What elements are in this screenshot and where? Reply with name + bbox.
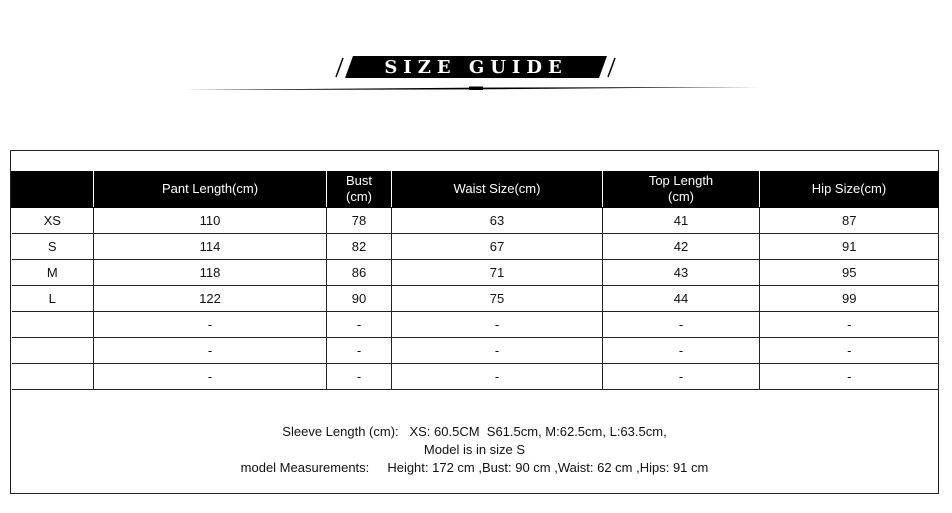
column-header (94, 171, 327, 208)
table-cell: 42 (603, 234, 760, 260)
table-cell: - (392, 338, 603, 364)
table-cell: 90 (327, 286, 392, 312)
table-row (12, 338, 939, 364)
table-cell: 91 (760, 234, 939, 260)
table-cell: - (603, 364, 760, 390)
column-header-unit: (cm) (346, 189, 372, 204)
size-label-cell: M (12, 260, 94, 286)
size-chart (10, 150, 939, 494)
banner-right-slash (608, 58, 615, 77)
banner-graphic (0, 0, 952, 100)
table-cell: 87 (760, 208, 939, 234)
table-row (12, 208, 939, 234)
size-label-cell: XS (12, 208, 94, 234)
table-cell: 122 (94, 286, 327, 312)
table-row (12, 364, 939, 390)
table-cell: - (603, 312, 760, 338)
table-row (12, 260, 939, 286)
table-cell: - (392, 312, 603, 338)
table-cell: - (327, 312, 392, 338)
table-cell: 82 (327, 234, 392, 260)
column-header-label: Bust (345, 173, 372, 188)
size-table (11, 170, 939, 390)
size-guide-banner (0, 0, 952, 100)
size-notes (11, 423, 938, 477)
table-row (12, 234, 939, 260)
column-header-label: Waist Size(cm) (453, 181, 541, 196)
table-cell: 114 (94, 234, 327, 260)
table-cell: 43 (603, 260, 760, 286)
column-header-unit: (cm) (668, 189, 694, 204)
table-cell: - (760, 312, 939, 338)
table-cell: - (760, 338, 939, 364)
model-size-note: Model is in size S (423, 442, 526, 457)
model-measurements-note: model Measurements: Height: 172 cm ,Bust: 90 cm ,Waist: 62 cm ,Hips: 91 cm (240, 460, 709, 475)
table-header-row (12, 171, 939, 208)
table-cell: 41 (603, 208, 760, 234)
size-label-cell (12, 364, 94, 390)
size-label-cell: L (12, 286, 94, 312)
table-cell: 67 (392, 234, 603, 260)
table-cell: 75 (392, 286, 603, 312)
table-cell: 71 (392, 260, 603, 286)
table-cell: - (94, 364, 327, 390)
table-cell: 110 (94, 208, 327, 234)
table-cell: - (327, 338, 392, 364)
table-cell: - (392, 364, 603, 390)
table-cell: - (94, 338, 327, 364)
column-header-label: Top Length (648, 173, 714, 188)
table-row (12, 312, 939, 338)
column-header-label: Pant Length(cm) (161, 181, 259, 196)
column-header (603, 171, 760, 208)
table-cell: - (603, 338, 760, 364)
size-label-cell: S (12, 234, 94, 260)
table-cell: 44 (603, 286, 760, 312)
table-cell: - (327, 364, 392, 390)
table-row (12, 286, 939, 312)
page-title: SIZE GUIDE (384, 56, 568, 78)
sleeve-length-note: Sleeve Length (cm): XS: 60.5CM S61.5cm, M:62.5cm, L:63.5cm, (282, 424, 667, 439)
size-label-cell (12, 312, 94, 338)
column-header (12, 171, 94, 208)
banner-underline-mark (469, 87, 483, 91)
banner-left-slash (336, 58, 343, 77)
table-cell: 63 (392, 208, 603, 234)
table-cell: 86 (327, 260, 392, 286)
table-cell: 95 (760, 260, 939, 286)
column-header (760, 171, 939, 208)
column-header (327, 171, 392, 208)
table-cell: - (94, 312, 327, 338)
table-cell: 118 (94, 260, 327, 286)
size-label-cell (12, 338, 94, 364)
column-header (392, 171, 603, 208)
column-header-label: Hip Size(cm) (811, 181, 887, 196)
table-cell: - (760, 364, 939, 390)
table-cell: 78 (327, 208, 392, 234)
table-cell: 99 (760, 286, 939, 312)
table-body (12, 208, 939, 390)
